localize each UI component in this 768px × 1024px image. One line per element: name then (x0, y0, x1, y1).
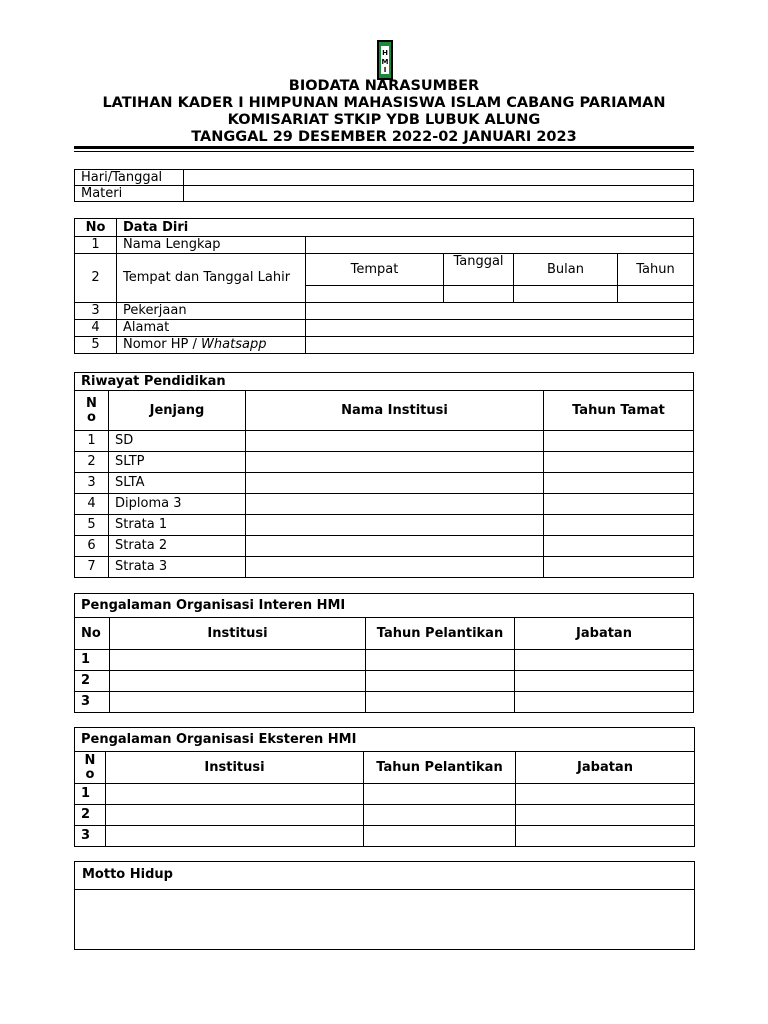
hari-tanggal-label: Hari/Tanggal (75, 170, 184, 186)
header-event: LATIHAN KADER I HIMPUNAN MAHASISWA ISLAM CABANG PARIAMAN (102, 95, 666, 111)
nomor-hp-field[interactable] (306, 337, 694, 354)
row-no: 5 (75, 515, 109, 536)
eksteren-title: Pengalaman Organisasi Eksteren HMI (75, 728, 695, 752)
header-date: TANGGAL 29 DESEMBER 2022-02 JANUARI 2023 (191, 129, 577, 145)
eksteren-table (74, 727, 695, 847)
nomor-hp-text: Nomor HP / (123, 337, 202, 352)
nama-lengkap-field[interactable] (306, 237, 694, 254)
sub-tanggal-header: Tanggal (444, 254, 514, 286)
row-no: 1 (75, 237, 117, 254)
logo-letter-m: M (381, 58, 389, 66)
row-no: 6 (75, 536, 109, 557)
jabatan-field[interactable] (516, 826, 695, 847)
jabatan-field[interactable] (516, 784, 695, 805)
data-diri-table (74, 218, 694, 354)
nama-lengkap-label: Nama Lengkap (117, 237, 306, 254)
whatsapp-text: Whatsapp (201, 337, 267, 352)
tahun-pelantikan-field[interactable] (364, 784, 516, 805)
institusi-field[interactable] (106, 805, 364, 826)
row-no: 3 (75, 473, 109, 494)
row-no: 2 (75, 805, 106, 826)
ttl-label: Tempat dan Tanggal Lahir (117, 254, 306, 303)
institusi-field[interactable] (106, 784, 364, 805)
data-diri-col-no: No (75, 219, 117, 237)
motto-box (74, 861, 695, 950)
row-no: 7 (75, 557, 109, 578)
row-no: 4 (75, 494, 109, 515)
pendidikan-col-tahun: Tahun Tamat (544, 391, 694, 431)
institusi-field[interactable] (246, 431, 544, 452)
interen-col-no: No (75, 618, 110, 650)
institusi-field[interactable] (246, 557, 544, 578)
institusi-field[interactable] (110, 671, 366, 692)
motto-field[interactable] (75, 890, 694, 949)
institusi-field[interactable] (246, 452, 544, 473)
row-no: 1 (75, 431, 109, 452)
pekerjaan-field[interactable] (306, 303, 694, 320)
alamat-field[interactable] (306, 320, 694, 337)
nomor-hp-label (117, 337, 306, 354)
jabatan-field[interactable] (515, 650, 694, 671)
row-no: 1 (75, 650, 110, 671)
jabatan-field[interactable] (516, 805, 695, 826)
hmi-logo (375, 40, 395, 80)
eksteren-col-no: No (75, 752, 106, 784)
tahun-tamat-field[interactable] (544, 452, 694, 473)
row-no: 3 (75, 303, 117, 320)
document-header (74, 78, 694, 146)
logo-letter-h: H (382, 49, 388, 57)
session-table (74, 169, 694, 202)
row-no: 5 (75, 337, 117, 354)
eksteren-col-institusi: Institusi (106, 752, 364, 784)
pendidikan-col-no: No (75, 391, 109, 431)
row-no: 3 (75, 826, 106, 847)
institusi-field[interactable] (246, 494, 544, 515)
tahun-pelantikan-field[interactable] (366, 650, 515, 671)
tahun-tamat-field[interactable] (544, 473, 694, 494)
institusi-field[interactable] (246, 515, 544, 536)
row-no: 3 (75, 692, 110, 713)
pendidikan-title: Riwayat Pendidikan (75, 373, 694, 391)
jenjang-label: SLTP (109, 452, 246, 473)
header-rule-thick (74, 146, 694, 149)
jenjang-label: Diploma 3 (109, 494, 246, 515)
institusi-field[interactable] (246, 536, 544, 557)
institusi-field[interactable] (110, 650, 366, 671)
jenjang-label: SD (109, 431, 246, 452)
tahun-tamat-field[interactable] (544, 515, 694, 536)
motto-title: Motto Hidup (75, 862, 694, 890)
row-no: 2 (75, 671, 110, 692)
sub-bulan-header: Bulan (514, 254, 618, 286)
tahun-tamat-field[interactable] (544, 494, 694, 515)
row-no: 2 (75, 452, 109, 473)
pendidikan-col-institusi: Nama Institusi (246, 391, 544, 431)
tanggal-field[interactable] (444, 286, 514, 303)
institusi-field[interactable] (246, 473, 544, 494)
row-no: 4 (75, 320, 117, 337)
header-title: BIODATA NARASUMBER (288, 78, 480, 94)
interen-table (74, 593, 694, 713)
row-no: 2 (75, 254, 117, 303)
logo-letter-i: I (383, 66, 387, 74)
eksteren-col-jabatan: Jabatan (516, 752, 695, 784)
tahun-pelantikan-field[interactable] (364, 826, 516, 847)
hari-tanggal-field[interactable] (184, 170, 694, 186)
jenjang-label: SLTA (109, 473, 246, 494)
tahun-tamat-field[interactable] (544, 431, 694, 452)
eksteren-col-tahun: Tahun Pelantikan (364, 752, 516, 784)
interen-col-jabatan: Jabatan (515, 618, 694, 650)
header-rule-thin (74, 151, 694, 152)
jabatan-field[interactable] (515, 692, 694, 713)
tahun-pelantikan-field[interactable] (364, 805, 516, 826)
row-no: 1 (75, 784, 106, 805)
interen-col-institusi: Institusi (110, 618, 366, 650)
jenjang-label: Strata 2 (109, 536, 246, 557)
header-komisariat: KOMISARIAT STKIP YDB LUBUK ALUNG (227, 112, 541, 128)
jabatan-field[interactable] (515, 671, 694, 692)
materi-field[interactable] (184, 186, 694, 202)
tahun-field[interactable] (618, 286, 694, 303)
tahun-pelantikan-field[interactable] (366, 692, 515, 713)
alamat-label: Alamat (117, 320, 306, 337)
tahun-pelantikan-field[interactable] (366, 671, 515, 692)
interen-title: Pengalaman Organisasi Interen HMI (75, 594, 694, 618)
materi-label: Materi (75, 186, 184, 202)
pekerjaan-label: Pekerjaan (117, 303, 306, 320)
tahun-tamat-field[interactable] (544, 557, 694, 578)
tempat-field[interactable] (306, 286, 444, 303)
jenjang-label: Strata 1 (109, 515, 246, 536)
data-diri-col-title: Data Diri (117, 219, 694, 237)
jenjang-label: Strata 3 (109, 557, 246, 578)
institusi-field[interactable] (106, 826, 364, 847)
interen-col-tahun: Tahun Pelantikan (366, 618, 515, 650)
pendidikan-table (74, 372, 694, 578)
tahun-tamat-field[interactable] (544, 536, 694, 557)
institusi-field[interactable] (110, 692, 366, 713)
bulan-field[interactable] (514, 286, 618, 303)
sub-tempat-header: Tempat (306, 254, 444, 286)
sub-tahun-header: Tahun (618, 254, 694, 286)
pendidikan-col-jenjang: Jenjang (109, 391, 246, 431)
